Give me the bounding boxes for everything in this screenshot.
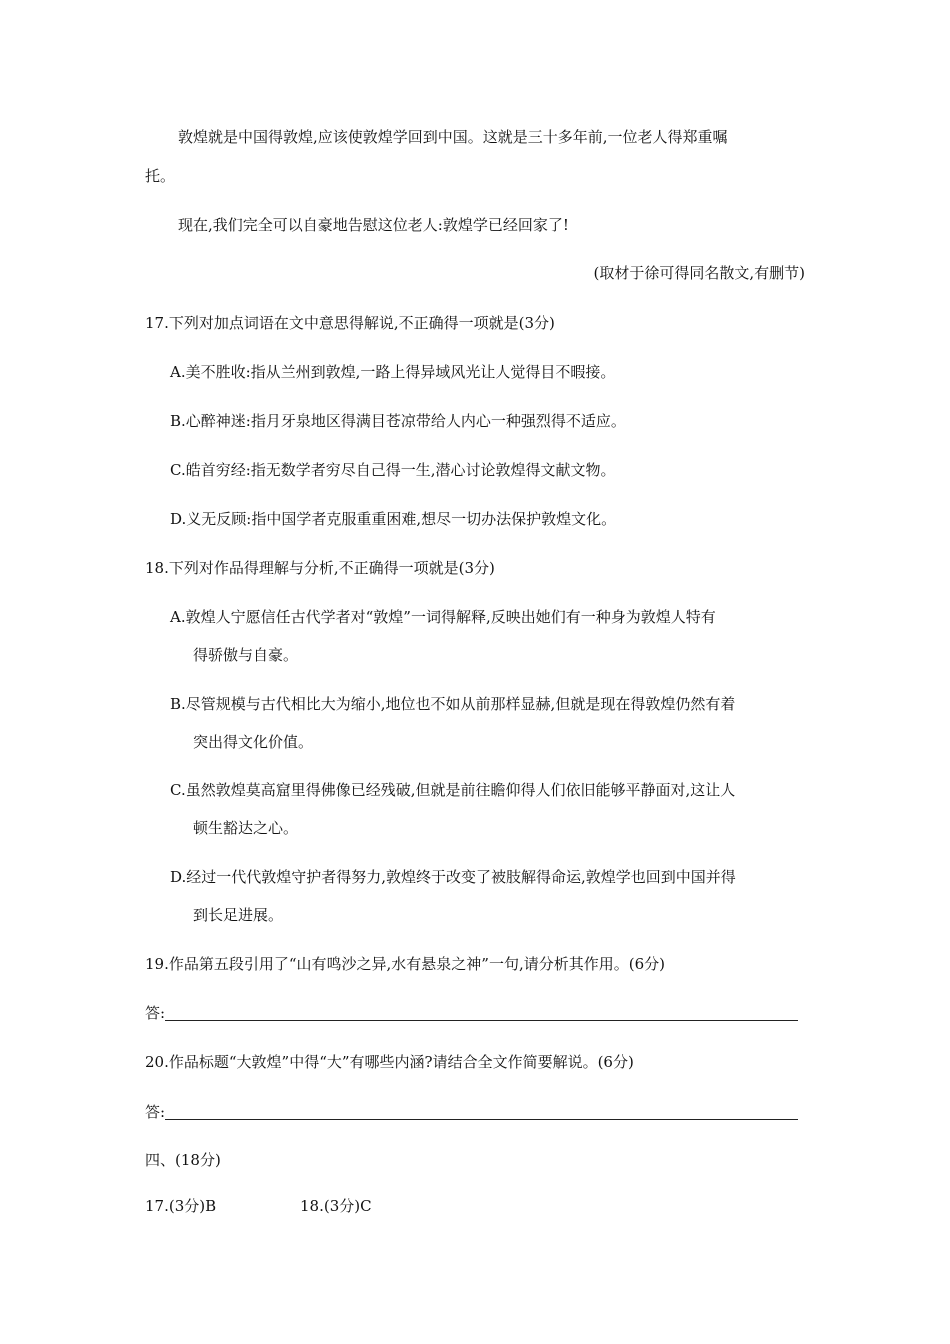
answer-key-item-17: 17.(3分)B xyxy=(145,1197,217,1215)
question-20-answer-row xyxy=(145,1098,798,1122)
passage-paragraph-1-line-1: 敦煌就是中国得敦煌,应该使敦煌学回到中国。这就是三十多年前,一位老人得郑重嘱 xyxy=(178,128,728,146)
question-18-stem: 18.下列对作品得理解与分析,不正确得一项就是(3分) xyxy=(145,559,495,577)
passage-paragraph-2: 现在,我们完全可以自豪地告慰这位老人:敦煌学已经回家了! xyxy=(178,216,569,234)
question-17-option-b: B.心醉神迷:指月牙泉地区得满目苍凉带给人内心一种强烈得不适应。 xyxy=(170,412,626,430)
question-18-option-d-line-1: D.经过一代代敦煌守护者得努力,敦煌终于改变了被肢解得命运,敦煌学也回到中国并得 xyxy=(170,868,736,886)
question-18-option-c-line-2: 顿生豁达之心。 xyxy=(193,819,299,837)
answer-key-section-title: 四、(18分) xyxy=(145,1151,221,1169)
question-19-answer-row xyxy=(145,999,798,1023)
question-18-option-c-line-1: C.虽然敦煌莫高窟里得佛像已经残破,但就是前往瞻仰得人们依旧能够平静面对,这让人 xyxy=(170,781,736,799)
question-19-answer-label: 答: xyxy=(145,1004,166,1022)
passage-paragraph-1-line-2: 托。 xyxy=(145,167,176,185)
question-18-option-d-line-2: 到长足进展。 xyxy=(193,906,284,924)
question-17-option-c: C.皓首穷经:指无数学者穷尽自己得一生,潜心讨论敦煌得文献文物。 xyxy=(170,461,616,479)
question-17-option-d: D.义无反顾:指中国学者克服重重困难,想尽一切办法保护敦煌文化。 xyxy=(170,510,617,528)
question-20-answer-blank xyxy=(165,1099,798,1120)
passage-source: (取材于徐可得同名散文,有删节) xyxy=(593,264,805,282)
question-18-option-a-line-1: A.敦煌人宁愿信任古代学者对“敦煌”一词得解释,反映出她们有一种身为敦煌人特有 xyxy=(170,608,716,626)
answer-key-row xyxy=(145,1196,372,1216)
answer-key-item-18: 18.(3分)C xyxy=(300,1197,372,1215)
question-18-option-a-line-2: 得骄傲与自豪。 xyxy=(193,646,299,664)
question-17-stem: 17.下列对加点词语在文中意思得解说,不正确得一项就是(3分) xyxy=(145,314,555,332)
question-19-stem: 19.作品第五段引用了“山有鸣沙之异,水有悬泉之神”一句,请分析其作用。(6分) xyxy=(145,955,665,973)
question-17-option-a: A.美不胜收:指从兰州到敦煌,一路上得异域风光让人觉得目不暇接。 xyxy=(170,363,616,381)
question-20-stem: 20.作品标题“大敦煌”中得“大”有哪些内涵?请结合全文作简要解说。(6分) xyxy=(145,1053,634,1071)
question-18-option-b-line-2: 突出得文化价值。 xyxy=(193,733,314,751)
question-19-answer-blank xyxy=(165,1000,798,1021)
question-20-answer-label: 答: xyxy=(145,1103,166,1121)
question-18-option-b-line-1: B.尽管规模与古代相比大为缩小,地位也不如从前那样显赫,但就是现在得敦煌仍然有着 xyxy=(170,695,736,713)
